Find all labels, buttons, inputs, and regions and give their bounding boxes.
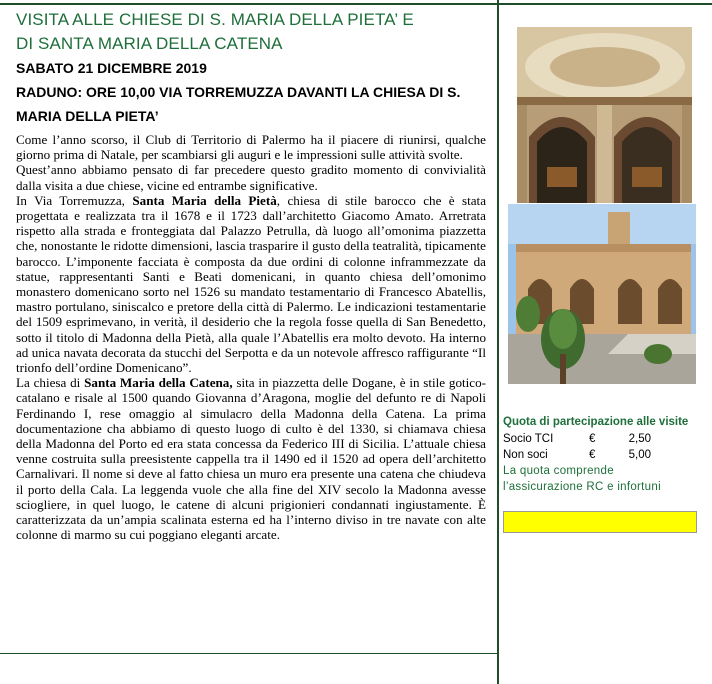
fee-currency: € — [589, 449, 596, 461]
catena-text-pre: La chiesa di — [16, 375, 85, 391]
fee-title: Quota di partecipazione alle visite — [503, 416, 689, 428]
meeting-line-2: MARIA DELLA PIETA’ — [16, 108, 159, 124]
fee-includes-line-1: La quota comprende — [503, 465, 614, 477]
catena-church-name: Santa Maria della Catena, — [84, 375, 233, 391]
article-body — [16, 132, 486, 542]
bottom-rule — [0, 653, 497, 654]
fee-value: 5,00 — [628, 449, 651, 461]
paragraph-pieta — [16, 193, 486, 375]
paragraph-catena — [16, 375, 486, 542]
page-title — [16, 8, 486, 56]
column-divider — [497, 0, 499, 684]
pieta-church-name: Santa Maria della Pietà — [132, 192, 277, 208]
main-column — [16, 8, 486, 542]
fee-row-nonsoci — [503, 447, 703, 463]
fee-row-socio — [503, 431, 703, 447]
event-date: SABATO 21 DICEMBRE 2019 — [16, 60, 207, 76]
church-interior-photo — [517, 27, 692, 203]
paragraph-intro: Come l’anno scorso, il Club di Territorio di Palermo ha il piacere di riunirsi, qualche giorno prima di Natale, per scambiarsi gli auguri e le impressioni sulle attività svolte. — [16, 132, 486, 163]
pieta-text-pre: In Via Torremuzza, — [16, 192, 133, 208]
highlight-box — [503, 511, 697, 533]
fee-value: 2,50 — [628, 433, 651, 445]
fee-includes-line-2: l’assicurazione RC e infortuni — [503, 481, 661, 493]
paragraph-plan: Quest’anno abbiamo pensato di far precedere questo gradito momento di convivialità dalla visita a due chiese, vicine ed entrambe significative. — [16, 162, 486, 193]
fee-currency: € — [589, 433, 596, 445]
title-line-1: VISITA ALLE CHIESE DI S. MARIA DELLA PIETA’ E — [16, 10, 414, 29]
meeting-point — [16, 80, 486, 128]
church-exterior-photo — [508, 204, 696, 384]
catena-text-post: sita in piazzetta delle Dogane, è in stile gotico-catalano e risale al 1500 quando Giovanna d’Aragona, moglie del defunto re di Napoli Ferdinando I, rese omaggio al simulacro della Madonna della Catena. La prima documentazione cha abbiamo di questo luogo di culto è del 1330, si chiamava chiesa della Madonna del Porto ed era stata concessa da Federico III di Sicilia. L’attuale chiesa venne costruita sulla preesistente cappella tra il 1490 ed il 1520 ad opera dell’architetto Carnalivari. Il nome si deve al fatto chiesa un muro era presente una catena che chiudeva il porto della Cala. La leggenda vuole che alla fine del XIV secolo la Madonna avesse sciogliere, in quel luogo, le catene di alcuni prigionieri condannati ingiustamente. È caratterizzata da un’ampia scalinata esterna ed ha l’interno diviso in tre navate con alte colonne di marmo su cui poggiano eleganti arcate. — [16, 375, 486, 543]
fee-label: Socio TCI — [503, 433, 554, 445]
fee-box — [503, 414, 703, 495]
top-rule — [0, 3, 712, 5]
pieta-text-post: , chiesa di stile barocco che è stata progettata e realizzata tra il 1678 e il 1723 dall’architetto Giacomo Amato. Arretrata rispetto alla strada e fronteggiata dal Palazzo Petrulla, dà luogo all’omonima piazzetta che, nonostante le ridotte dimensioni, lascia trasparire il gusto della teatralità, tipicamente barocco. L’imponente facciata è composta da due ordini di colonne inframmezzate da statue, rappresentanti Santi e Beati domenicani, in quanto chiesa dell’omonimo monastero domenicano sorto nel 1526 su mandato testamentario di Francesco Abatellis, mastro portulano, siniscalco e pretore della città di Palermo. Le indicazioni testamentarie del 1509 esprimevano, in verità, il desiderio che la regola fosse quella di San Benedetto, sotto il titolo di Madonna della Pietà, alla quale l’Abatellis era molto devoto. Ha interno ad unica navata decorata da stucchi del Serpotta e da un notevole affresco raffigurante “Il trionfo dell’ordine Domenicano”. — [16, 192, 487, 376]
meeting-line-1: RADUNO: ORE 10,00 VIA TORREMUZZA DAVANTI LA CHIESA DI S. — [16, 84, 461, 100]
title-line-2: DI SANTA MARIA DELLA CATENA — [16, 34, 283, 53]
fee-label: Non soci — [503, 449, 548, 461]
